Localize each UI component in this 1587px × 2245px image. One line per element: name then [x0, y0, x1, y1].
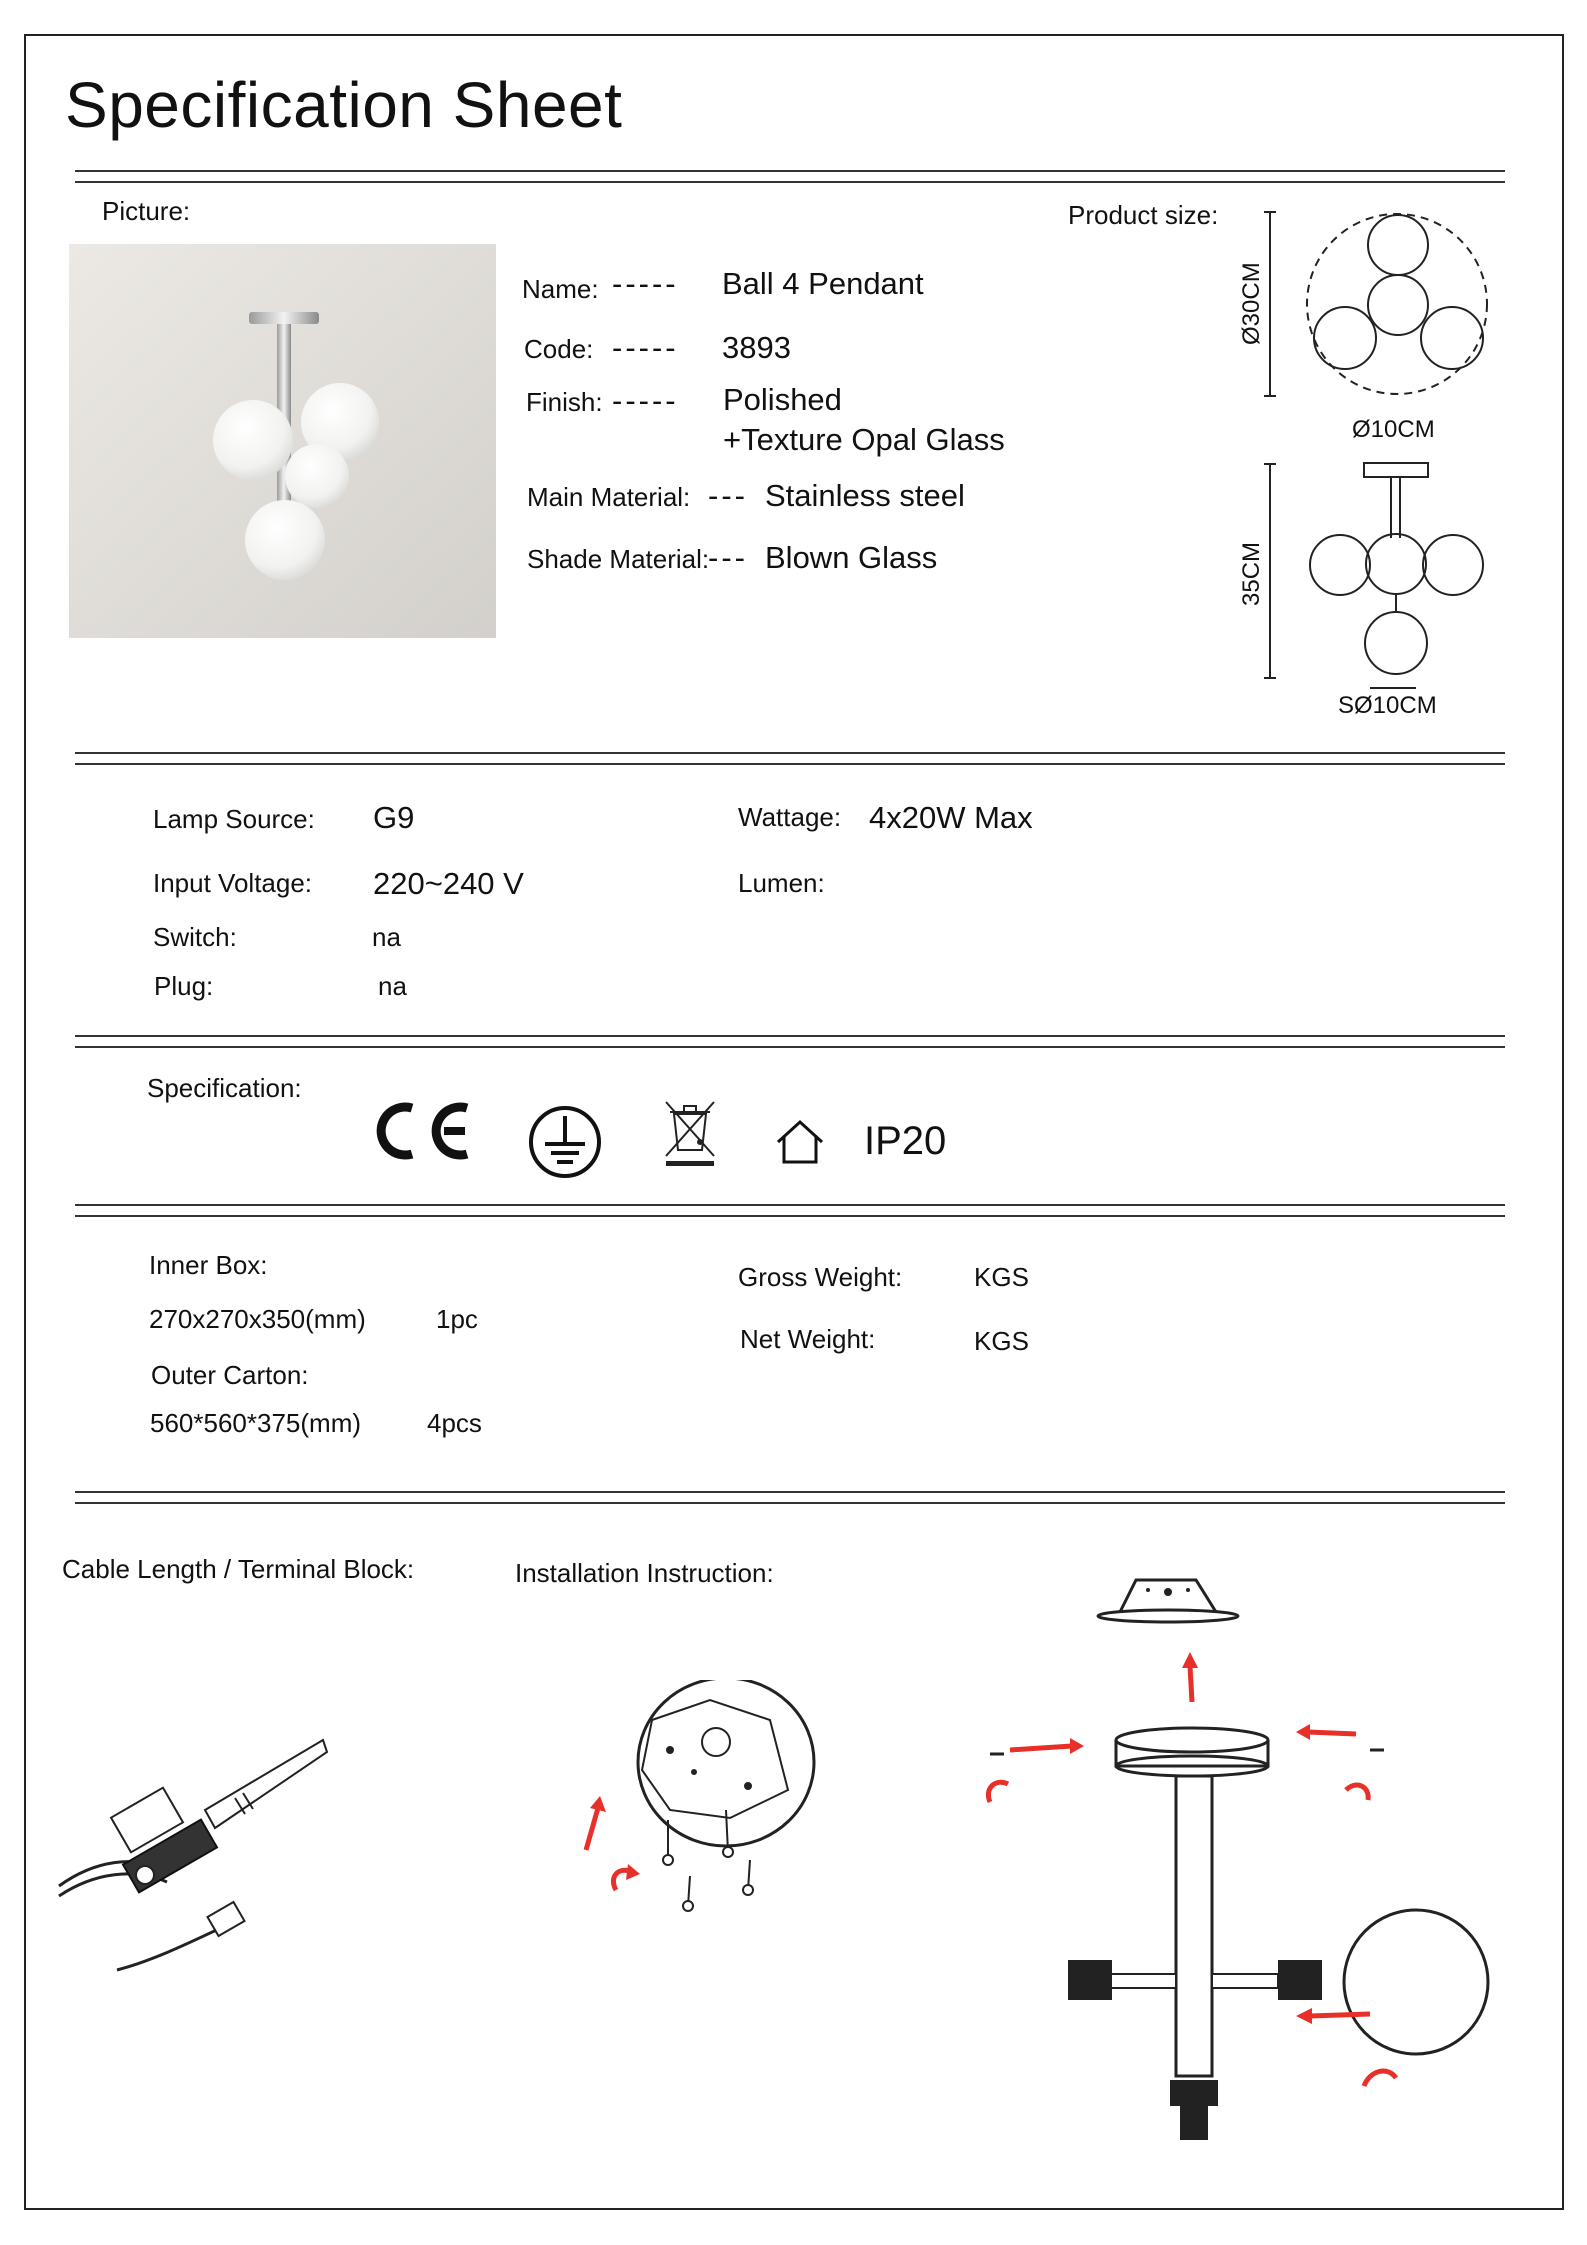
- outer-carton-qty: 4pcs: [427, 1408, 482, 1438]
- assembly-illustration: [960, 1540, 1520, 2180]
- product-size-label: Product size:: [1068, 200, 1219, 230]
- mounting-bracket-illustration: [580, 1680, 820, 1940]
- inner-box-label: Inner Box:: [149, 1250, 268, 1280]
- switch-value: na: [372, 922, 401, 952]
- switch-label: Switch:: [153, 922, 237, 952]
- separator: [75, 170, 1505, 183]
- code-dashes: -----: [612, 330, 679, 365]
- gross-weight-value: KGS: [974, 1262, 1029, 1292]
- indoor-house-icon: [774, 1118, 826, 1166]
- wattage-label: Wattage:: [738, 802, 842, 832]
- net-weight-label: Net Weight:: [740, 1324, 876, 1354]
- finish-label: Finish:: [526, 387, 603, 417]
- finish-value-line1: Polished: [723, 382, 842, 417]
- main-material-label: Main Material:: [527, 482, 691, 512]
- name-label: Name:: [522, 274, 599, 304]
- separator: [75, 1491, 1505, 1504]
- installation-instruction-label: Installation Instruction:: [515, 1558, 774, 1588]
- finish-dashes: -----: [612, 383, 679, 418]
- input-voltage-label: Input Voltage:: [153, 868, 313, 898]
- separator: [75, 1035, 1505, 1048]
- terminal-block-illustration: [55, 1690, 355, 1990]
- main-material-dashes: ---: [708, 478, 748, 513]
- product-photo: [69, 244, 496, 638]
- shade-material-dashes: ---: [708, 540, 748, 575]
- inner-box-size: 270x270x350(mm): [149, 1304, 366, 1334]
- finish-value-line2: +Texture Opal Glass: [723, 422, 1005, 457]
- separator: [75, 1204, 1505, 1217]
- ip-rating: IP20: [864, 1119, 947, 1163]
- dimension-ball-diameter: Ø10CM: [1352, 416, 1435, 443]
- gross-weight-label: Gross Weight:: [738, 1262, 903, 1292]
- dimension-top-diameter: Ø30CM: [1238, 262, 1265, 345]
- main-material-value: Stainless steel: [765, 478, 965, 513]
- dimension-height: 35CM: [1238, 541, 1265, 606]
- page-title: Specification Sheet: [65, 69, 623, 141]
- plug-label: Plug:: [154, 971, 214, 1001]
- earth-ground-icon: [527, 1104, 603, 1180]
- product-dimension-drawing: [1230, 200, 1530, 720]
- specification-label: Specification:: [147, 1073, 302, 1103]
- lamp-source-label: Lamp Source:: [153, 804, 315, 834]
- lamp-source-value: G9: [373, 800, 415, 835]
- wattage-value: 4x20W Max: [869, 800, 1033, 835]
- weee-bin-icon: [662, 1098, 718, 1168]
- shade-material-value: Blown Glass: [765, 540, 938, 575]
- code-value: 3893: [722, 330, 791, 365]
- ce-mark-icon: [372, 1100, 472, 1162]
- name-dashes: -----: [612, 266, 679, 301]
- dimension-side-ball-diameter: SØ10CM: [1338, 692, 1437, 719]
- shade-material-label: Shade Material:: [527, 544, 710, 574]
- name-value: Ball 4 Pendant: [722, 266, 924, 301]
- code-label: Code:: [524, 334, 594, 364]
- net-weight-value: KGS: [974, 1326, 1029, 1356]
- plug-value: na: [378, 971, 407, 1001]
- lumen-label: Lumen:: [738, 868, 825, 898]
- separator: [75, 752, 1505, 765]
- cable-length-label: Cable Length / Terminal Block:: [62, 1554, 415, 1584]
- picture-label: Picture:: [102, 196, 191, 226]
- inner-box-qty: 1pc: [436, 1304, 478, 1334]
- outer-carton-label: Outer Carton:: [151, 1360, 309, 1390]
- input-voltage-value: 220~240 V: [373, 866, 524, 901]
- outer-carton-size: 560*560*375(mm): [150, 1408, 362, 1438]
